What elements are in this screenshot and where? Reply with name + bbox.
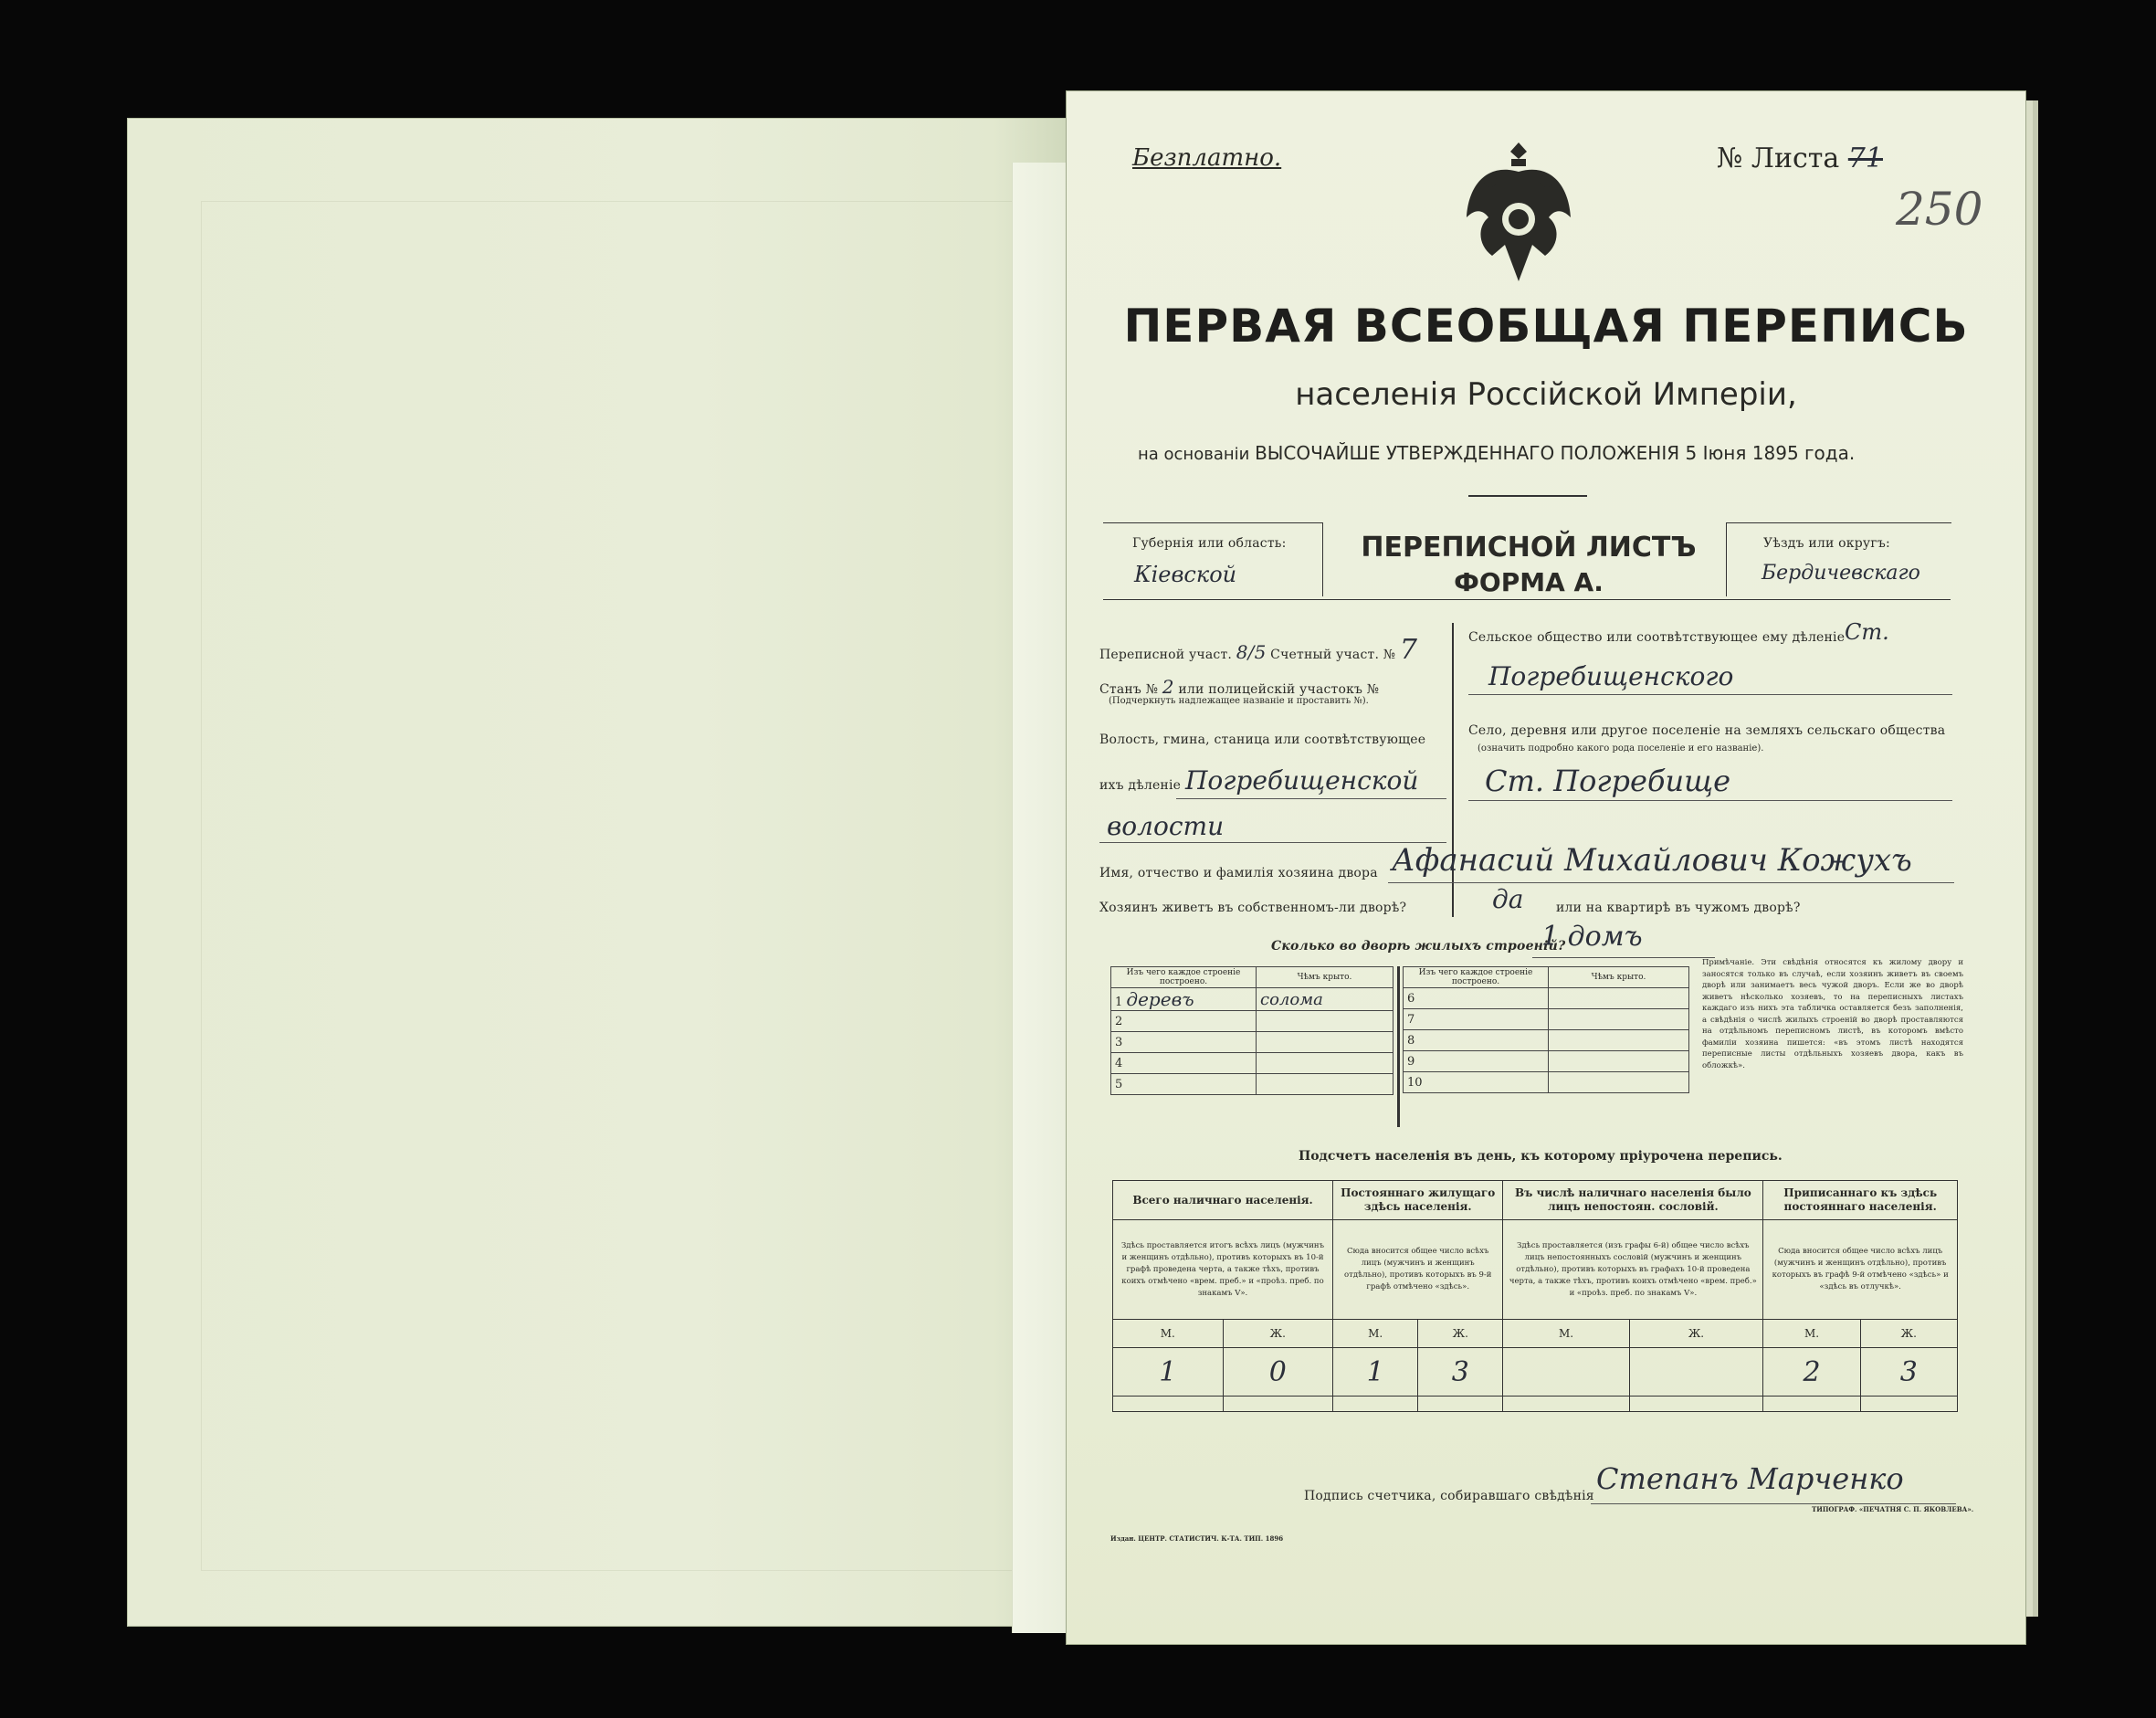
archive-number: 250 xyxy=(1896,183,1983,236)
basis-prefix: на основаніи xyxy=(1138,445,1250,464)
header-rule xyxy=(1103,599,1951,600)
footer-left: Издан. ЦЕНТР. СТАТИСТИЧ. К-ТА. ТИП. 1896 xyxy=(1110,1534,1284,1543)
permanent-male-value: 1 xyxy=(1333,1348,1418,1397)
col-permanent-header: Постояннаго жилущаго здѣсь населенія. xyxy=(1333,1181,1503,1220)
row-number: 5 xyxy=(1115,1077,1123,1091)
decorative-rule xyxy=(1468,495,1587,497)
lives-tail: или на квартирѣ въ чужомъ дворѣ? xyxy=(1556,901,1801,915)
population-table xyxy=(1112,1180,1958,1412)
county-box xyxy=(1726,522,1951,596)
society-value: Погребищенского xyxy=(1488,661,1734,691)
buildings-table-divider xyxy=(1397,966,1400,1127)
volost-label: Волость, гмина, станица или соотвѣтствующее xyxy=(1099,733,1426,747)
nonpermanent-female-value xyxy=(1629,1348,1763,1397)
footer-right: ТИПОГРАФ. «ПЕЧАТНЯ С. П. ЯКОВЛЕВА». xyxy=(1812,1505,1974,1513)
table-row xyxy=(1404,988,1689,1009)
volost-value: Погребищенской xyxy=(1185,765,1419,796)
page-stack-edge xyxy=(2033,100,2038,1617)
census-district-row xyxy=(1099,634,1417,666)
form-title-block xyxy=(1337,522,1720,597)
row-number: 4 xyxy=(1115,1056,1123,1070)
volost-label-2: ихъ дѣленіе xyxy=(1099,778,1182,793)
volost-line xyxy=(1176,798,1446,799)
table-row xyxy=(1404,1030,1689,1051)
buildings-note: Примѣчаніе. Эти свѣдѣнія относятся къ жилому двору и заносятся только въ случаѣ, если хозяинъ живетъ въ своемъ дворѣ или занимаетъ весь чужой дворъ. Если же во дворѣ живетъ нѣсколько хозяевъ, то на переписныхъ листахъ каждаго изъ нихъ эта табличка оставляется безъ заполненія, а свѣдѣнія о числѣ жилыхъ строеній во дворѣ проставляются на отдѣльномъ переписномъ листѣ, въ которомъ вмѣсто фамиліи хозяина пишется: «въ этомъ листѣ находятся переписные листы отдѣльныхъ хозяевъ двора, какъ въ обложкѣ». xyxy=(1702,958,1963,1070)
owner-value: Афанасий Михайлович Кожухъ xyxy=(1392,842,1912,879)
buildings-label: Сколько во дворѣ жилыхъ строеній? xyxy=(1271,939,1566,954)
counting-district-label: Счетный участ. № xyxy=(1270,648,1396,662)
form-title: ФОРМА А. xyxy=(1454,567,1604,597)
col-registered-desc: Сюда вносится общее число всѣхъ лицъ (мужчинъ и женщинъ отдѣльно), противъ которыхъ въ графѣ 9-й отмѣчено «здѣсь» и «здѣсь въ отлучкѣ». xyxy=(1763,1220,1958,1320)
buildings-value: 1 домъ xyxy=(1541,921,1643,953)
male-label: М. xyxy=(1763,1320,1860,1348)
col-nonpermanent-desc: Здѣсь проставляется (изъ графы 6-й) общее число всѣхъ лицъ непостоянныхъ сословій (мужчинъ и женщинъ отдѣльно), противъ которыхъ въ графахъ 10-й проведена черта, а также тѣхъ, противъ коихъ отмѣчено «врем. преб.» и «проѣз. преб. по знакамъ V». xyxy=(1503,1220,1763,1320)
stan-tail: или полицейскій участокъ № xyxy=(1178,682,1380,697)
material-header: Изъ чего каждое строеніе построено. xyxy=(1111,967,1257,988)
signature-line xyxy=(1591,1503,1956,1504)
table-row xyxy=(1111,1074,1394,1095)
society-label: Сельское общество или соотвѣтствующее ему дѣленіе xyxy=(1468,630,1846,645)
sheet-label: № Листа xyxy=(1717,142,1840,174)
male-label: М. xyxy=(1113,1320,1224,1348)
table-row xyxy=(1111,1032,1394,1053)
left-page-ruled-frame xyxy=(201,201,1059,1571)
village-line xyxy=(1468,800,1952,801)
female-label: Ж. xyxy=(1418,1320,1503,1348)
signature-value: Степанъ Марченко xyxy=(1596,1461,1904,1496)
province-label: Губернія или область: xyxy=(1132,536,1287,551)
table-row xyxy=(1111,1053,1394,1074)
basis-line xyxy=(1138,442,1855,464)
roof-cell: солома xyxy=(1257,988,1394,1011)
roof-header: Чѣмъ крыто. xyxy=(1257,967,1394,988)
county-value: Бердичевскаго xyxy=(1762,562,1920,585)
nonpermanent-male-value xyxy=(1503,1348,1629,1397)
stan-note: (Подчеркнуть надлежащее названіе и проставить №). xyxy=(1109,696,1369,706)
material-header: Изъ чего каждое строеніе построено. xyxy=(1404,967,1549,988)
stan-value: 2 xyxy=(1162,676,1174,698)
free-label: Безплатно. xyxy=(1132,144,1282,172)
buildings-table-right xyxy=(1403,966,1689,1093)
stan-row xyxy=(1099,676,1379,698)
society-value-prefix: Ст. xyxy=(1845,619,1889,645)
registered-male-value: 2 xyxy=(1763,1348,1860,1397)
basis-text: ВЫСОЧАЙШЕ УТВЕРЖДЕННАГО ПОЛОЖЕНІЯ 5 Іюня 1895 года. xyxy=(1255,442,1856,464)
owner-label: Имя, отчество и фамилія хозяина двора xyxy=(1099,866,1378,880)
imperial-eagle-emblem xyxy=(1450,135,1587,290)
col-nonpermanent-header: Въ числѣ наличнаго населенія было лицъ непостоян. сословій. xyxy=(1503,1181,1763,1220)
male-label: М. xyxy=(1503,1320,1629,1348)
table-row xyxy=(1404,1051,1689,1072)
female-label: Ж. xyxy=(1629,1320,1763,1348)
row-number: 1 xyxy=(1115,996,1123,1009)
book-fold xyxy=(1012,163,1067,1633)
volost-value-2: волости xyxy=(1107,811,1225,841)
row-number: 6 xyxy=(1404,988,1549,1009)
province-box xyxy=(1103,522,1323,596)
village-note: (означить подробно какого рода поселеніе и его названіе). xyxy=(1478,743,1764,754)
stan-label: Станъ № xyxy=(1099,682,1159,697)
page-stack-edge xyxy=(2025,100,2033,1617)
material-cell: деревъ xyxy=(1126,988,1194,1010)
row-number: 8 xyxy=(1404,1030,1549,1051)
col-registered-header: Приписаннаго къ здѣсь постояннаго населенія. xyxy=(1763,1181,1958,1220)
total-female-value: 0 xyxy=(1223,1348,1333,1397)
village-value: Ст. Погребище xyxy=(1485,764,1731,798)
census-district-label: Переписной участ. xyxy=(1099,648,1233,662)
col-permanent-desc: Сюда вносится общее число всѣхъ лицъ (мужчинъ и женщинъ отдѣльно), противъ которыхъ въ 9-й графѣ отмѣчено «здѣсь». xyxy=(1333,1220,1503,1320)
female-label: Ж. xyxy=(1860,1320,1957,1348)
owner-line xyxy=(1388,882,1954,883)
census-form-page xyxy=(1067,91,2025,1644)
row-number: 3 xyxy=(1115,1035,1123,1049)
row-number: 9 xyxy=(1404,1051,1549,1072)
lives-value: да xyxy=(1492,884,1524,914)
counting-district-value: 7 xyxy=(1399,634,1418,666)
sheet-number: 71 xyxy=(1847,142,1883,174)
province-value: Кіевской xyxy=(1134,562,1237,587)
buildings-table-left xyxy=(1110,966,1394,1095)
roof-header: Чѣмъ крыто. xyxy=(1549,967,1689,988)
buildings-line xyxy=(1532,957,1715,958)
table-row xyxy=(1111,988,1394,1011)
census-district-value: 8/5 xyxy=(1236,641,1267,663)
total-male-value: 1 xyxy=(1113,1348,1224,1397)
table-row xyxy=(1111,1011,1394,1032)
row-number: 10 xyxy=(1404,1072,1549,1093)
row-number: 2 xyxy=(1115,1014,1123,1028)
male-label: М. xyxy=(1333,1320,1418,1348)
female-label: Ж. xyxy=(1223,1320,1333,1348)
row-number: 7 xyxy=(1404,1009,1549,1030)
sheet-title: ПЕРЕПИСНОЙ ЛИСТЪ xyxy=(1361,532,1697,564)
subtitle: населенія Россійской Имперіи, xyxy=(1295,376,1797,413)
col-total-header: Всего наличнаго населенія. xyxy=(1113,1181,1333,1220)
main-title: ПЕРВАЯ ВСЕОБЩАЯ ПЕРЕПИСЬ xyxy=(1123,300,1969,353)
population-title: Подсчетъ населенія въ день, къ которому пріурочена перепись. xyxy=(1299,1149,1783,1164)
permanent-female-value: 3 xyxy=(1418,1348,1503,1397)
signature-label: Подпись счетчика, собиравшаго свѣдѣнія xyxy=(1304,1489,1594,1503)
table-row xyxy=(1404,1009,1689,1030)
lives-label: Хозяинъ живетъ въ собственномъ-ли дворѣ? xyxy=(1099,901,1407,915)
society-line xyxy=(1468,694,1952,695)
sheet-number-label xyxy=(1717,142,1883,174)
county-label: Уѣздъ или округъ: xyxy=(1763,536,1890,551)
table-row xyxy=(1404,1072,1689,1093)
registered-female-value: 3 xyxy=(1860,1348,1957,1397)
col-total-desc: Здѣсь проставляется итогъ всѣхъ лицъ (мужчинъ и женщинъ отдѣльно), противъ которыхъ въ 10-й графѣ проведена черта, а также тѣхъ, противъ коихъ отмѣчено «врем. преб.» и «проѣз. преб. по знакамъ V». xyxy=(1113,1220,1333,1320)
left-page xyxy=(128,119,1068,1626)
village-label: Село, деревня или другое поселеніе на земляхъ сельскаго общества xyxy=(1468,723,1946,738)
